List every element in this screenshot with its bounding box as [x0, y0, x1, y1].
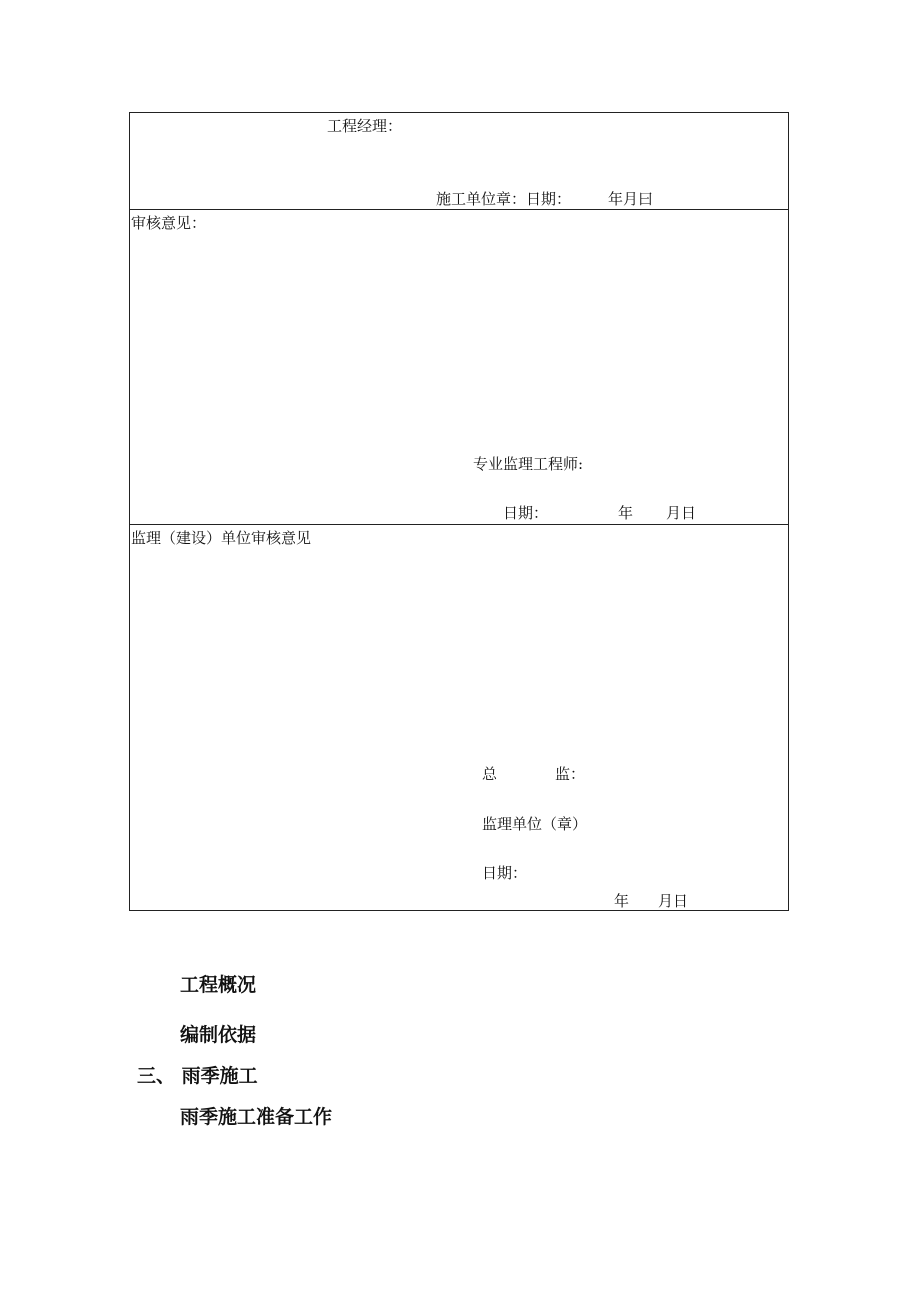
- supervision-date-label: 日期：: [482, 864, 528, 882]
- contractor-seal-date-label: 施工单位章：日期：: [436, 190, 572, 208]
- heading-rainy-season-preparation: 雨季施工准备工作: [180, 1106, 333, 1128]
- contractor-date-value: 年月曰: [608, 190, 654, 208]
- supervising-engineer-label: 专业监理工程师:: [473, 455, 584, 473]
- supervision-month-day-label: 月日: [658, 892, 689, 910]
- heading-rainy-season-construction: 三、 雨季施工: [137, 1065, 258, 1087]
- review-month-day-label: 月日: [666, 504, 697, 522]
- chief-supervisor-label-part2: 监：: [555, 765, 586, 783]
- supervision-unit-seal-label: 监理单位（章）: [482, 815, 588, 833]
- review-section: [130, 210, 788, 525]
- chief-supervisor-label-part1: 总: [482, 765, 498, 783]
- project-manager-label: 工程经理：: [327, 117, 403, 135]
- review-date-label: 日期：: [503, 504, 549, 522]
- contractor-section: [130, 113, 788, 210]
- approval-form-table: [129, 112, 789, 911]
- supervision-year-label: 年: [614, 892, 630, 910]
- review-opinion-label: 审核意见：: [131, 214, 207, 232]
- review-year-label: 年: [618, 504, 634, 522]
- supervision-opinion-label: 监理（建设）单位审核意见: [131, 529, 312, 547]
- supervision-section: [130, 525, 788, 910]
- heading-compilation-basis: 编制依据: [180, 1024, 257, 1046]
- heading-project-overview: 工程概况: [180, 974, 257, 996]
